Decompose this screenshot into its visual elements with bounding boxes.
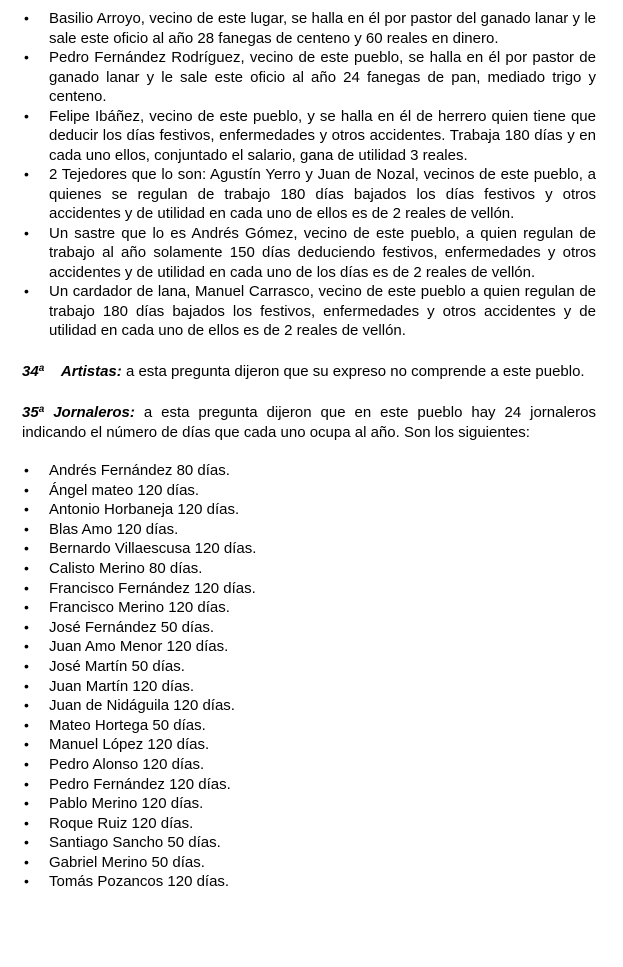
section-number: 34$^a$ [22,362,45,380]
list-item [22,833,596,853]
bullet-icon: • [24,283,29,299]
list-item-text: Calisto Merino 80 días. [49,559,203,577]
list-item [22,618,596,638]
list-item-text: Blas Amo 120 días. [49,520,179,538]
list-item [22,794,596,814]
list-item-text: Un cardador de lana, Manuel Carrasco, vecino de este pueblo a quien regulan de trabajo 180 días bajados los festivos, enfermedades y otros accidentes y de utilidad en cada uno de ellos es de 2 reales de vellón. [49,283,596,339]
list-item-text: Manuel López 120 días. [49,736,210,754]
list-item-text: Juan Martín 120 días. [49,677,195,695]
workers-list [22,9,596,341]
bullet-icon: • [24,834,29,851]
list-item [22,696,596,716]
list-item-text: José Martín 50 días. [49,657,185,675]
section-heading: Artistas: [60,362,122,380]
bullet-icon: • [24,166,29,182]
list-item [22,461,596,481]
list-item [22,755,596,775]
bullet-icon: • [24,618,29,635]
list-item [22,500,596,520]
bullet-icon: • [24,10,29,26]
list-item-text: Pedro Fernández Rodríguez, vecino de este pueblo, se halla en él por pastor de ganado lanar y le sale este oficio al año 24 fanegas de pan, mediado trigo y centeno. [49,49,596,105]
section-35-jornaleros [22,400,596,442]
list-item [22,520,596,540]
list-item [22,735,596,755]
list-item-text: Un sastre que lo es Andrés Gómez, vecino de este pueblo, a quien regulan de trabajo al año solamente 150 días deduciendo festivos, enfermedades y otros accidentes y de utilidad en cada uno de los días es de 2 reales de vellón. [49,224,596,281]
bullet-icon: • [24,736,29,753]
list-item-text: Juan Amo Menor 120 días. [49,638,229,656]
bullet-icon: • [24,481,29,498]
bullet-icon: • [24,501,29,518]
bullet-icon: • [24,814,29,831]
section-34-artistas [22,359,596,382]
bullet-icon: • [24,599,29,616]
list-item-text: Antonio Horbaneja 120 días. [49,501,240,519]
list-item [22,9,596,48]
list-item-text: Pedro Fernández 120 días. [49,775,231,793]
list-item-text: Francisco Fernández 120 días. [49,579,256,597]
list-item [22,107,596,166]
jornaleros-list [22,461,596,892]
list-item-text: Gabriel Merino 50 días. [49,853,205,871]
bullet-icon: • [24,49,29,65]
list-item-text: Basilio Arroyo, vecino de este lugar, se halla en él por pastor del ganado lanar y le sale este oficio al año 28 fanegas de centeno y 60 reales en dinero. [49,10,596,47]
list-item [22,598,596,618]
list-item-text: José Fernández 50 días. [49,618,215,636]
list-item-text: Andrés Fernández 80 días. [49,462,230,479]
bullet-icon: • [24,775,29,792]
list-item-text: Felipe Ibáñez, vecino de este pueblo, y se halla en él de herrero quien tiene que deducir los días festivos, enfermedades y otros accidentes. Trabaja 180 días y en cada uno ellos, conjuntado el salario, gana de utilidad 3 reales. [49,107,596,164]
list-item-text: Tomás Pozancos 120 días. [49,873,230,891]
list-item [22,716,596,736]
list-item [22,224,596,283]
bullet-icon: • [24,677,29,694]
list-item [22,539,596,559]
list-item [22,579,596,599]
list-item [22,775,596,795]
bullet-icon: • [24,716,29,733]
bullet-icon: • [24,107,29,124]
list-item-text: Roque Ruiz 120 días. [49,814,194,832]
list-item [22,559,596,579]
list-item-text: Juan de Nidáguila 120 días. [49,697,235,715]
section-heading: Jornaleros: [53,404,135,421]
list-item [22,637,596,657]
list-item [22,165,596,224]
list-item [22,853,596,873]
list-item-text: Ángel mateo 120 días. [49,481,200,499]
bullet-icon: • [24,559,29,576]
bullet-icon: • [24,853,29,870]
bullet-icon: • [24,873,29,890]
bullet-icon: • [24,795,29,812]
list-item-text: Pedro Alonso 120 días. [49,755,205,773]
list-item [22,814,596,834]
list-item [22,282,596,341]
bullet-icon: • [24,462,29,478]
bullet-icon: • [24,520,29,537]
section-text: a esta pregunta dijeron que en este pueblo hay 24 jornaleros indicando el número de días que cada uno ocupa al año. Son los siguientes: [22,404,596,441]
bullet-icon: • [24,579,29,596]
list-item [22,872,596,892]
list-item-text: Santiago Sancho 50 días. [49,834,221,852]
section-text: a esta pregunta dijeron que su expreso no comprende a este pueblo. [121,362,585,380]
list-item-text: Francisco Merino 120 días. [49,599,230,617]
bullet-icon: • [24,697,29,714]
list-item-text: Bernardo Villaescusa 120 días. [49,540,257,558]
list-item-text: Pablo Merino 120 días. [49,795,204,813]
bullet-icon: • [24,657,29,674]
bullet-icon: • [24,540,29,557]
bullet-icon: • [24,638,29,655]
list-item [22,48,596,107]
bullet-icon: • [24,755,29,772]
list-item [22,657,596,677]
list-item [22,481,596,501]
list-item-text: 2 Tejedores que lo son: Agustín Yerro y Juan de Nozal, vecinos de este pueblo, a quienes se regulan de trabajo 180 días bajados los días festivos y otros accidentes y de utilidad en cada uno de ellos es de 2 reales de vellón. [49,166,596,222]
list-item [22,677,596,697]
bullet-icon: • [24,224,29,241]
list-item-text: Mateo Hortega 50 días. [49,716,206,734]
section-number: 35$^a$ [22,404,45,421]
